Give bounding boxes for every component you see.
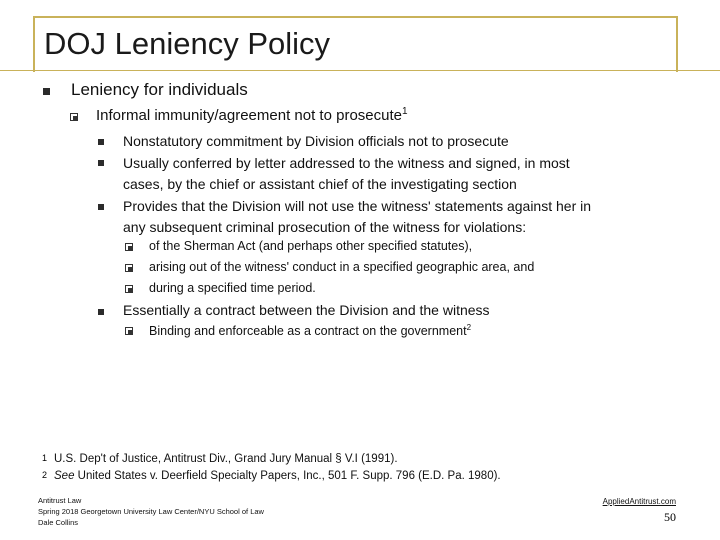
page-number: 50 [664, 510, 676, 524]
slide-title: DOJ Leniency Policy [44, 26, 331, 61]
square-bullet-icon [98, 139, 104, 145]
footer-line-3: Dale Collins [38, 518, 79, 527]
footnote-2-number: 2 [42, 470, 48, 480]
footnote-1-text: U.S. Dep't of Justice, Antitrust Div., Grand Jury Manual § V.I (1991). [54, 453, 398, 465]
title-frame-right [676, 16, 678, 72]
footnote-2-citation: United States v. Deerfield Specialty Papers, Inc., 501 F. Supp. 796 (E.D. Pa. 1980). [74, 470, 501, 482]
box-bullet-icon [125, 243, 133, 251]
footnote-ref-2: 2 [466, 323, 472, 332]
footnote-ref-1: 1 [401, 106, 408, 117]
box-bullet-icon [125, 285, 133, 293]
level4-item-1: of the Sherman Act (and perhaps other specified statutes), [149, 239, 473, 253]
footer-line-1: Antitrust Law [38, 496, 82, 505]
level4-item-4 [149, 323, 471, 338]
level1-text: Leniency for individuals [71, 80, 248, 99]
level3-item-2-line-1: Usually conferred by letter addressed to the witness and signed, in most [123, 155, 570, 171]
title-frame-left [33, 16, 35, 72]
footer-website-link[interactable]: AppliedAntitrust.com [602, 497, 676, 506]
square-bullet-icon [98, 160, 104, 166]
footnote-2-signal: See [54, 470, 75, 482]
square-bullet-icon [98, 204, 104, 210]
box-bullet-icon [125, 264, 133, 272]
footer-line-2: Spring 2018 Georgetown University Law Center/NYU School of Law [38, 507, 264, 516]
level2-text: Informal immunity/agreement not to prosecute [96, 107, 402, 124]
level3-item-2-line-2: cases, by the chief or assistant chief of the investigating section [123, 176, 517, 192]
square-bullet-icon [98, 309, 104, 315]
level3-item-3-line-2: any subsequent criminal prosecution of the witness for violations: [123, 219, 527, 235]
level2-item [96, 106, 408, 124]
level3-item-4: Essentially a contract between the Division and the witness [123, 302, 490, 318]
level3-item-1-line-1: Nonstatutory commitment by Division officials not to prosecute [123, 133, 509, 149]
footnote-1-number: 1 [42, 453, 48, 463]
box-bullet-icon [125, 327, 133, 335]
level3-item-3-line-1: Provides that the Division will not use the witness' statements against her in [123, 198, 592, 214]
square-bullet-icon [43, 88, 50, 95]
box-bullet-icon [70, 113, 78, 121]
level4-item-2: arising out of the witness' conduct in a specified geographic area, and [149, 260, 535, 274]
footnote-2-text [54, 470, 501, 482]
level4-item-4-text: Binding and enforceable as a contract on the government [149, 324, 467, 339]
title-rule [0, 70, 720, 71]
title-frame-top [33, 16, 678, 18]
level4-item-3: during a specified time period. [149, 281, 316, 295]
